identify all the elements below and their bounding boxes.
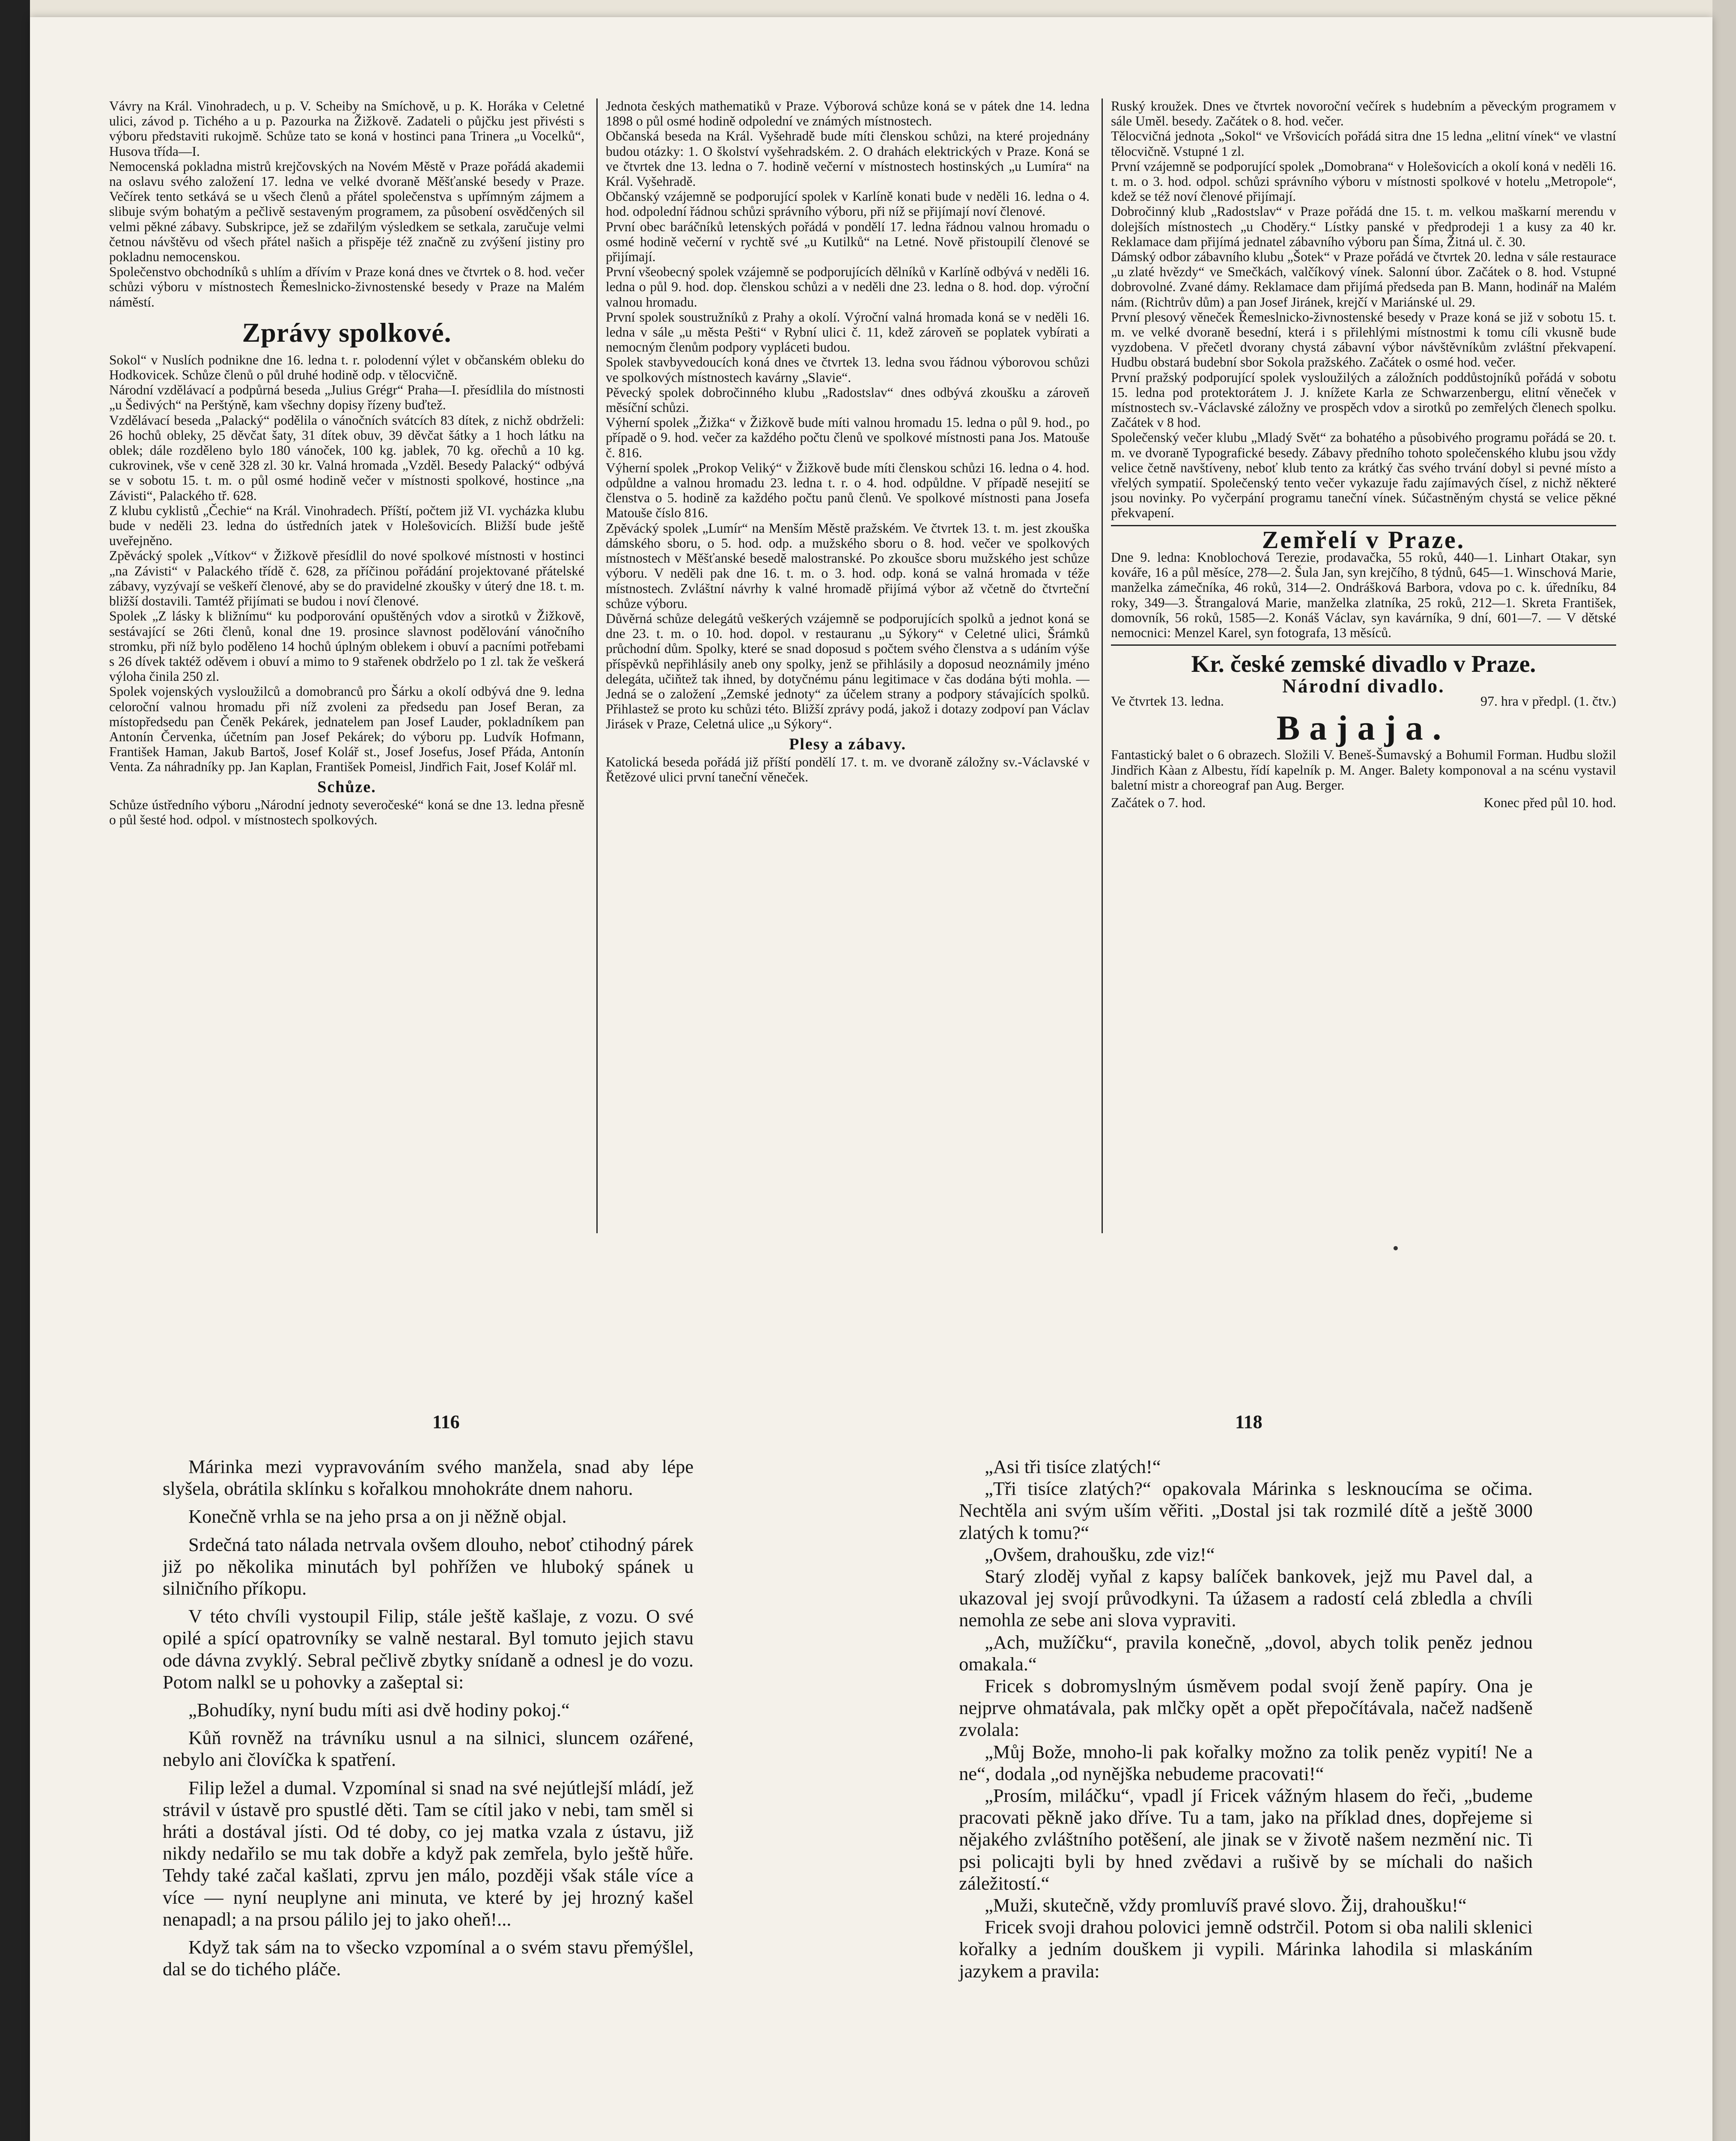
page-number-left: 116: [432, 1411, 460, 1432]
theatre-times: [1111, 795, 1616, 810]
start-time: Začátek o 7. hod.: [1111, 794, 1206, 810]
news-item: Výherní spolek „Žižka“ v Žižkově bude míti valnou hromadu 15. ledna o půl 9. hod., po případě o 9. hod. večer za každého počtu členů ve spolkové místnosti pana Jos. Matouše č. 816.: [606, 415, 1090, 460]
news-item: Tělocvičná jednota „Sokol“ ve Vršovicích pořádá sitra dne 15 ledna „elitní vínek“ ve vlastní tělocvičně. Vstupné 1 zl.: [1111, 128, 1616, 159]
news-column-3: [1111, 98, 1616, 1237]
news-item: Z klubu cyklistů „Čechie“ na Král. Vinohradech. Příští, počtem již VI. vycházka klubu bude v neděli 23. ledna do ústředních jatek v Holešovicích. Bližší bude ještě uveřejněno.: [109, 503, 584, 549]
news-item: Společenstvo obchodníků s uhlím a dřívím v Praze koná dnes ve čtvrtek o 8. hod. večer schůzi výboru v místnostech Řemeslnicko-živnostenské besedy v Praze na Malém náměstí.: [109, 264, 584, 310]
paragraph: „Ovšem, drahoušku, zde viz!“: [985, 1543, 1215, 1565]
news-item: Dobročinný klub „Radostslav“ v Praze pořádá dne 15. t. m. velkou maškarní merendu v dolejších místnostech „u Choděry.“ Lístky panské v předprodeji 1 a kusy za 40 kr. Reklamace dam přijímá jednatel zábavního výboru pan Šíma, Žitná ul. č. 30.: [1111, 204, 1616, 249]
paragraph: Srdečná tato nálada netrvala ovšem dlouho, neboť ctihodný párek již po několika minutách byl pohřížen ve hluboký spánek u silničního příkopu.: [163, 1533, 694, 1599]
play-title: Bajaja.: [1276, 708, 1451, 748]
theatre-date: Ve čtvrtek 13. ledna.: [1111, 693, 1224, 709]
paragraph: „Ach, mužíčku“, pravila konečně, „dovol, abych tolik peněz jednou omakala.“: [959, 1631, 1533, 1675]
end-time: Konec před půl 10. hod.: [1483, 794, 1616, 810]
paragraph: Fricek s dobromyslným úsměvem podal svojí ženě papíry. Ona je nejprve ohmatávala, pak mlčky opět a opět přepočítávala, načež nadšeně zvolala:: [959, 1675, 1533, 1741]
paragraph: Konečně vrhla se na jeho prsa a on ji něžně objal.: [188, 1506, 567, 1527]
news-item: Vávry na Král. Vinohradech, u p. V. Scheiby na Smíchově, u p. K. Horáka v Celetné ulici, závod p. Tichého a u p. Pazourka na Žižkově. Zadateli o půjčku jest přivésti s výboru představiti rukojmě. Schůze tato se koná v hostinci pana Trinera „u Vocelků“, Husova třída—I.: [109, 98, 584, 159]
theatre-subscription: 97. hra v předpl. (1. čtv.): [1480, 693, 1616, 709]
news-item: První vzájemně se podporující spolek „Domobrana“ v Holešovicích a okolí koná v neděli 16. t. m. o 3. hod. odpol. schůzi správního výboru v místnosti spolkové v hotelu „Metropole“, kdež se též noví členové přijímají.: [1111, 158, 1616, 204]
news-item: Sokol“ v Nuslích podnikne dne 16. ledna t. r. polodenní výlet v občanském obleku do Hodkovicek. Schůze členů o půl druhé hodině odp. v tělocvičně.: [109, 352, 584, 383]
news-item: Zpěvácký spolek „Vítkov“ v Žižkově přesídlil do nové spolkové místnosti v hostinci „na Závisti“ v Palackého třídě č. 628, za příčinou pořádání projektované přátelské zábavy, vyzývají se veškeří členové, aby se do pravidelné zkoušky v úterý dne 18. t. m. bližší dostavili. Tamtéž přijímati se budou i noví členové.: [109, 548, 584, 609]
paragraph: „Bohudíky, nyní budu míti asi dvě hodiny pokoj.“: [188, 1699, 570, 1721]
ink-dot: [1394, 1246, 1398, 1250]
paragraph: „Prosím, miláčku“, vpadl jí Fricek vážným hlasem do řeči, „budeme pracovati pěkně jako dříve. Tu a tam, jako na příklad dnes, dopřejeme si nějakého zvláštního potěšení, ale jinak se v životě našem nezmění nic. Ti psi policajti byli by hned zvědavi a rušivě by se míchali do našich záležitostí.“: [959, 1785, 1533, 1894]
news-item: Katolická beseda pořádá již příští pondělí 17. t. m. ve dvoraně záložny sv.-Václavské v Řetězové ulici první taneční věneček.: [606, 754, 1090, 784]
news-item: Schůze ústředního výboru „Národní jednoty severočeské“ koná se dne 13. ledna přesně o půl šesté hod. odpol. v místnostech spolkových.: [109, 797, 584, 827]
paragraph: „Muži, skutečně, vždy promluvíš pravé slovo. Žij, drahoušku!“: [985, 1894, 1467, 1916]
theatre-subtitle: Národní divadlo.: [1282, 675, 1445, 697]
section-heading-zemreli: Zemřelí v Praze.: [1262, 525, 1465, 554]
paragraph: Fricek svoji drahou polovici jemně odstrčil. Potom si oba nalili sklenici kořalky a jedním douškem ji vypili. Márinka lahodila si mlaskáním jazykem a pravila:: [959, 1916, 1533, 1982]
book-page-right: [959, 1456, 1533, 1982]
news-item: Vzdělávací beseda „Palacký“ podělila o vánočních svátcích 83 dítek, z nichž obdrželi: 26 hochů obleky, 25 děvčat šaty, 31 dítek obuv, 39 děvčat šátky a 1 hoch látku na oblek; dále rozděleno bylo 180 vánoček, 100 kg. jablek, 70 kg. ořechů a 10 kg. cukrovinek, vše v ceně 328 zl. 30 kr. Valná hromada „Vzděl. Besedy Palacký“ odbývá se v sobotu 15. t. m. o půl osmé hodině večer v místnosti spolkové, hostince „na Závisti“, Palackého tř. 628.: [109, 412, 584, 503]
theatre-title: Kr. české zemské divadlo v Praze.: [1191, 651, 1536, 678]
news-item: Důvěrná schůze delegátů veškerých vzájemně se podporujících spolků a jednot koná se dne 23. t. m. o 10. hod. dopol. v restauranu „u Sýkory“ v Celetné ulici, Šrámků průchodní dům. Spolky, které se snad doposud s počtem svého členstva a s udáním výše příspěvků nepřihlásily aneb ony spolky, jenž se přihlásily a doposud neoznámily jméno delegáta, učiňtež tak ihned, by dotyčnému pánu legitimace v čas dodána býti mohla. — Jedná se o založení „Zemské jednoty“ za účelem strany a podpory stávajících spolků. Přihlastež se proto ku schůzi této. Bližší zprávy podá, jakož i dotazy zodpoví pan Václav Jirásek v Praze, Celetná ulice „u Sýkory“.: [606, 611, 1090, 732]
divider: [1111, 644, 1616, 646]
scan-light-edge: [1712, 0, 1736, 2141]
news-item: První obec baráčníků letenských pořádá v pondělí 17. ledna řádnou valnou hromadu o osmé hodině večerní v rychtě své „u Kutilků“ na Letné. Nově přistoupilí členové se přijímají.: [606, 219, 1090, 265]
news-item: Společenský večer klubu „Mladý Svět“ za bohatého a působivého programu pořádá se 20. t. m. ve dvoraně Typografické besedy. Zábavy předního tohoto společenského klubu jsou vždy velice četně navštíveny, neboť klub tento za krátký čas svého trvání dobyl si pevné místo a vřelých sympatií. Společenský tento večer vykazuje řadu zajímavých čísel, z nichž některé jsou novinky. Po vyčerpání programu taneční vínek. Súčastněným chystá se velice pěkné překvapení.: [1111, 430, 1616, 521]
news-item: Národní vzdělávací a podpůrná beseda „Julius Grégr“ Praha—I. přesídlila do místnosti „u Šedivých“ na Perštýně, kam všechny dopisy řízeny buďtež.: [109, 382, 584, 413]
paragraph: V této chvíli vystoupil Filip, stále ještě kašlaje, z vozu. O své opilé a spící opatrovníky se valně nestaral. Byl tomuto jejich stavu ode dávna zvyklý. Sebral pečlivě zbytky snídaně a odnesl je do vozu. Potom nalkl se u pohovky a zašeptal si:: [163, 1605, 694, 1693]
news-item: Spolek stavbyvedoucích koná dnes ve čtvrtek 13. ledna svou řádnou výborovou schůzi ve spolkových místnostech kavárny „Slavie“.: [606, 355, 1090, 385]
paragraph: Márinka mezi vypravováním svého manžela, snad aby lépe slyšela, obrátila sklínku s kořalkou mnohokráte dnem nahoru.: [163, 1456, 694, 1500]
news-column-1: [109, 98, 584, 1237]
paragraph: „Můj Bože, mnoho-li pak kořalky možno za tolik peněz vypití! Ne a ne“, dodala „od nynějška nebudeme pracovati!“: [959, 1741, 1533, 1784]
news-item: První plesový věneček Řemeslnicko-živnostenské besedy v Praze koná se již v sobotu 15. t. m. ve velké dvoraně besední, která i s přilehlými místnostmi k tomu cíli vkusně bude vyzdobena. V přečetl dvorany chystá zábavní výbor návštěvníkům zvláštní překvapení. Hudbu obstará budební sbor Sokola pražského. Začátek o osmé hod. večer.: [1111, 309, 1616, 370]
news-item: První spolek soustružníků z Prahy a okolí. Výroční valná hromada koná se v neděli 16. ledna v sále „u města Pešti“ v Rybní ulici č. 11, kdež zároveň se poplatek vybírati a nemocným členům podpory vypláceti budou.: [606, 309, 1090, 355]
column-rule: [596, 98, 598, 1233]
news-item: Nemocenská pokladna mistrů krejčovských na Novém Městě v Praze pořádá akademii na oslavu svého založení 17. ledna ve velké dvoraně Měšťanské besedy v Praze. Večírek tento setkává se u všech členů a přátel společenstva s upřímným zájmem a slibuje svým bohatým a pečlivě sestaveným programem, za působení osvědčených sil velmi pěkné zábavy. Subskripce, jež se zdařilým výsledkem se setkala, zaručuje velmi četnou návštěvu od všech přátel našich a přispěje též značně zu zvýšení jistiny pro pokladnu nemocenskou.: [109, 158, 584, 265]
scan-dark-edge: [0, 0, 30, 2141]
news-item: Spolek vojenských vysloužilců a domobranců pro Šárku a okolí odbývá dne 9. ledna celoroční valnou hromadu při níž zvoleni za předsedu pan Josef Beran, za místopředsedu pan Čeněk Pekárek, jednatelem pan Josef Lauder, pokladníkem pan Antonín Červenka, účetním pan Josef Pekárek; do výboru pp. Ludvík Hofmann, František Haman, Jakub Bartoš, Josef Kolář st., Josef Josefus, Josef Přáda, Antonín Venta. Za náhradníky pp. Jan Kaplan, František Pomeisl, Jindřich Fait, Josef Kolář ml.: [109, 684, 584, 775]
news-item: Pěvecký spolek dobročinného klubu „Radostslav“ dnes odbývá zkoušku a zároveň měsíční schůzi.: [606, 385, 1090, 415]
news-item: Zpěvácký spolek „Lumír“ na Menším Městě pražském. Ve čtvrtek 13. t. m. jest zkouška dámského sboru, o 5. hod. odp. a mužského sboru o 8. hod. večer ve spolkových místnostech v Měšťanské besedě malostranské. Po zkoušce sboru mužského jest schůze výboru. V neděli pak dne 16. t. m. o 3. hod. odp. koná se valná hromada v téže místnostech. Zvláštní návrhy k valné hromadě přijímá výbor až včetně do čtvrteční schůze výboru.: [606, 520, 1090, 611]
play-description: Fantastický balet o 6 obrazech. Složili V. Beneš-Šumavský a Bohumil Forman. Hudbu složil Jindřich Kàan z Albestu, řídí kapelník p. M. Anger. Balety komponoval a na scénu vystavil baletní mistr a choreograf pan Aug. Berger.: [1111, 747, 1616, 793]
news-item: Jednota českých mathematiků v Praze. Výborová schůze koná se v pátek dne 14. ledna 1898 o půl osmé hodině odpolední ve známých místnostech.: [606, 98, 1090, 129]
paragraph: Filip ležel a dumal. Vzpomínal si snad na své nejútlejší mládí, jež strávil v ústavě pro spustlé děti. Tam se cítil jako v nebi, tam směl si hráti a dostával jísti. Od té doby, co jej matka vzala z ústavu, již nikdy nedařilo se mu tak dobře a když pak zemřela, bylo ještě hůře. Tehdy také začal kašlati, zprvu jen málo, později však stále více a více — nyní neuplyne ani minuta, ve které by jej hrozný kašel nenapadl; a na prsou pálilo jej to jako oheň!...: [163, 1777, 694, 1930]
newspaper-clipping: [109, 98, 1616, 1242]
paragraph: „Tři tisíce zlatých?“ opakovala Márinka s lesknoucíma se očima. Nechtěla ani svým uším věřiti. „Dostal jsi tak rozmilé dítě a ještě 3000 zlatých k tomu?“: [959, 1478, 1533, 1543]
news-column-2: [606, 98, 1090, 1237]
section-heading-zpravy: Zprávy spolkové.: [242, 317, 452, 348]
news-item: Občanský vzájemně se podporující spolek v Karlíně konati bude v neděli 16. ledna o 4. hod. odpolední řádnou schůzi správního výboru, při níž se přijímají noví členové.: [606, 189, 1090, 219]
news-item: Spolek „Z lásky k bližnímu“ ku podporování opuštěných vdov a sirotků v Žižkově, sestávající se 26ti členů, konal dne 19. prosince slavnost podělování vánočního stromku, při níž bylo poděleno 14 hochů úplným oblekem i obuví a pacními potřebami s 26 dívek taktéž oděvem i obuví a mimo to 9 stařenek obdrželo po 1 zl. tak že veškerá výloha činila 250 zl.: [109, 608, 584, 684]
news-item: První pražský podporující spolek vysloužilých a záložních poddůstojníků pořádá v sobotu 15. ledna pod protektorátem J. J. knížete Karla ze Schwarzenbergu, elitní věneček v místnostech sv.-Václavské záložny ve prospěch vdov a sirotků po zemřelých členech spolku. Začátek v 8 hod.: [1111, 370, 1616, 430]
paragraph: Když tak sám na to všecko vzpomínal a o svém stavu přemýšlel, dal se do tichého pláče.: [163, 1936, 694, 1980]
obituary-list: Dne 9. ledna: Knoblochová Terezie, prodavačka, 55 roků, 440—1. Linhart Otakar, syn kováře, 16 a půl měsíce, 278—2. Šula Jan, syn krejčího, 8 týdnů, 645—1. Winschová Marie, manželka zámečníka, 46 roků, 314—2. Ondrášková Barbora, vdova po c. k. úředníku, 84 roky, 349—3. Štrangalová Marie, manželka zlatníka, 25 roků, 212—1. Skreta František, domovník, 56 roků, 1585—2. Konáš Václav, syn kavárníka, 9 dní, 601—7. — V dětské nemocnici: Menzel Karel, syn fotografa, 13 měsíců.: [1111, 549, 1616, 640]
paragraph: „Asi tři tisíce zlatých!“: [985, 1456, 1161, 1477]
page-number-right: 118: [1235, 1411, 1263, 1432]
news-item: První všeobecný spolek vzájemně se podporujících dělníků v Karlíně odbývá v neděli 16. ledna o půl 9. hod. dop. členskou schůzi a v neděli dne 23. ledna o 8. hod. dop. výroční valnou hromadu.: [606, 264, 1090, 310]
news-item: Ruský kroužek. Dnes ve čtvrtek novoroční večírek s hudebním a pěveckým programem v sále Uměl. besedy. Začátek o 8. hod. večer.: [1111, 98, 1616, 129]
section-heading-plesy: Plesy a zábavy.: [789, 735, 906, 753]
paragraph: Starý zloděj vyňal z kapsy balíček bankovek, jejž mu Pavel dal, a ukazoval jej svojí průvodkyni. Ta úžasem a radostí celá zbledla a chvíli nemohla ze sebe ani slova vypraviti.: [959, 1565, 1533, 1631]
news-item: Výherní spolek „Prokop Veliký“ v Žižkově bude míti členskou schůzi 16. ledna o 4. hod. odpůldne a valnou hromadu 23. ledna t. r. o 4. hod. odpůldne. V případě nesejití se členstva o 5. hodině za každého počtu panů členů. Ve spolkové místnosti pana Josefa Matouše číslo 816.: [606, 460, 1090, 521]
book-page-left: [163, 1456, 694, 1980]
column-rule: [1102, 98, 1103, 1233]
news-item: Dámský odbor zábavního klubu „Šotek“ v Praze pořádá ve čtvrtek 20. ledna v sále restaurace „u zlaté hvězdy“ ve Smečkách, valčíkový vínek. Salonní úbor. Začátek o 8. hod. Vstupné dobrovolné. Zvané dámy. Reklamace dam přijímá předseda pan B. Mann, hodinář na Malém nám. (Richtrův dům) a pan Josef Jiránek, krejčí v Mariánské ul. 29.: [1111, 249, 1616, 310]
section-heading-schuze: Schůze.: [317, 778, 376, 796]
paragraph: Kůň rovněž na trávníku usnul a na silnici, sluncem ozářené, nebylo ani človíčka k spatření.: [163, 1727, 694, 1771]
news-item: Občanská beseda na Král. Vyšehradě bude míti členskou schůzi, na které projednány budou otázky: 1. O školství vyšehradském. 2. O drahách elektrických v Praze. Koná se ve čtvrtek dne 13. ledna o 7. hodině večerní v místnostech hostinských „u Lumíra“ na Král. Vyšehradě.: [606, 128, 1090, 189]
